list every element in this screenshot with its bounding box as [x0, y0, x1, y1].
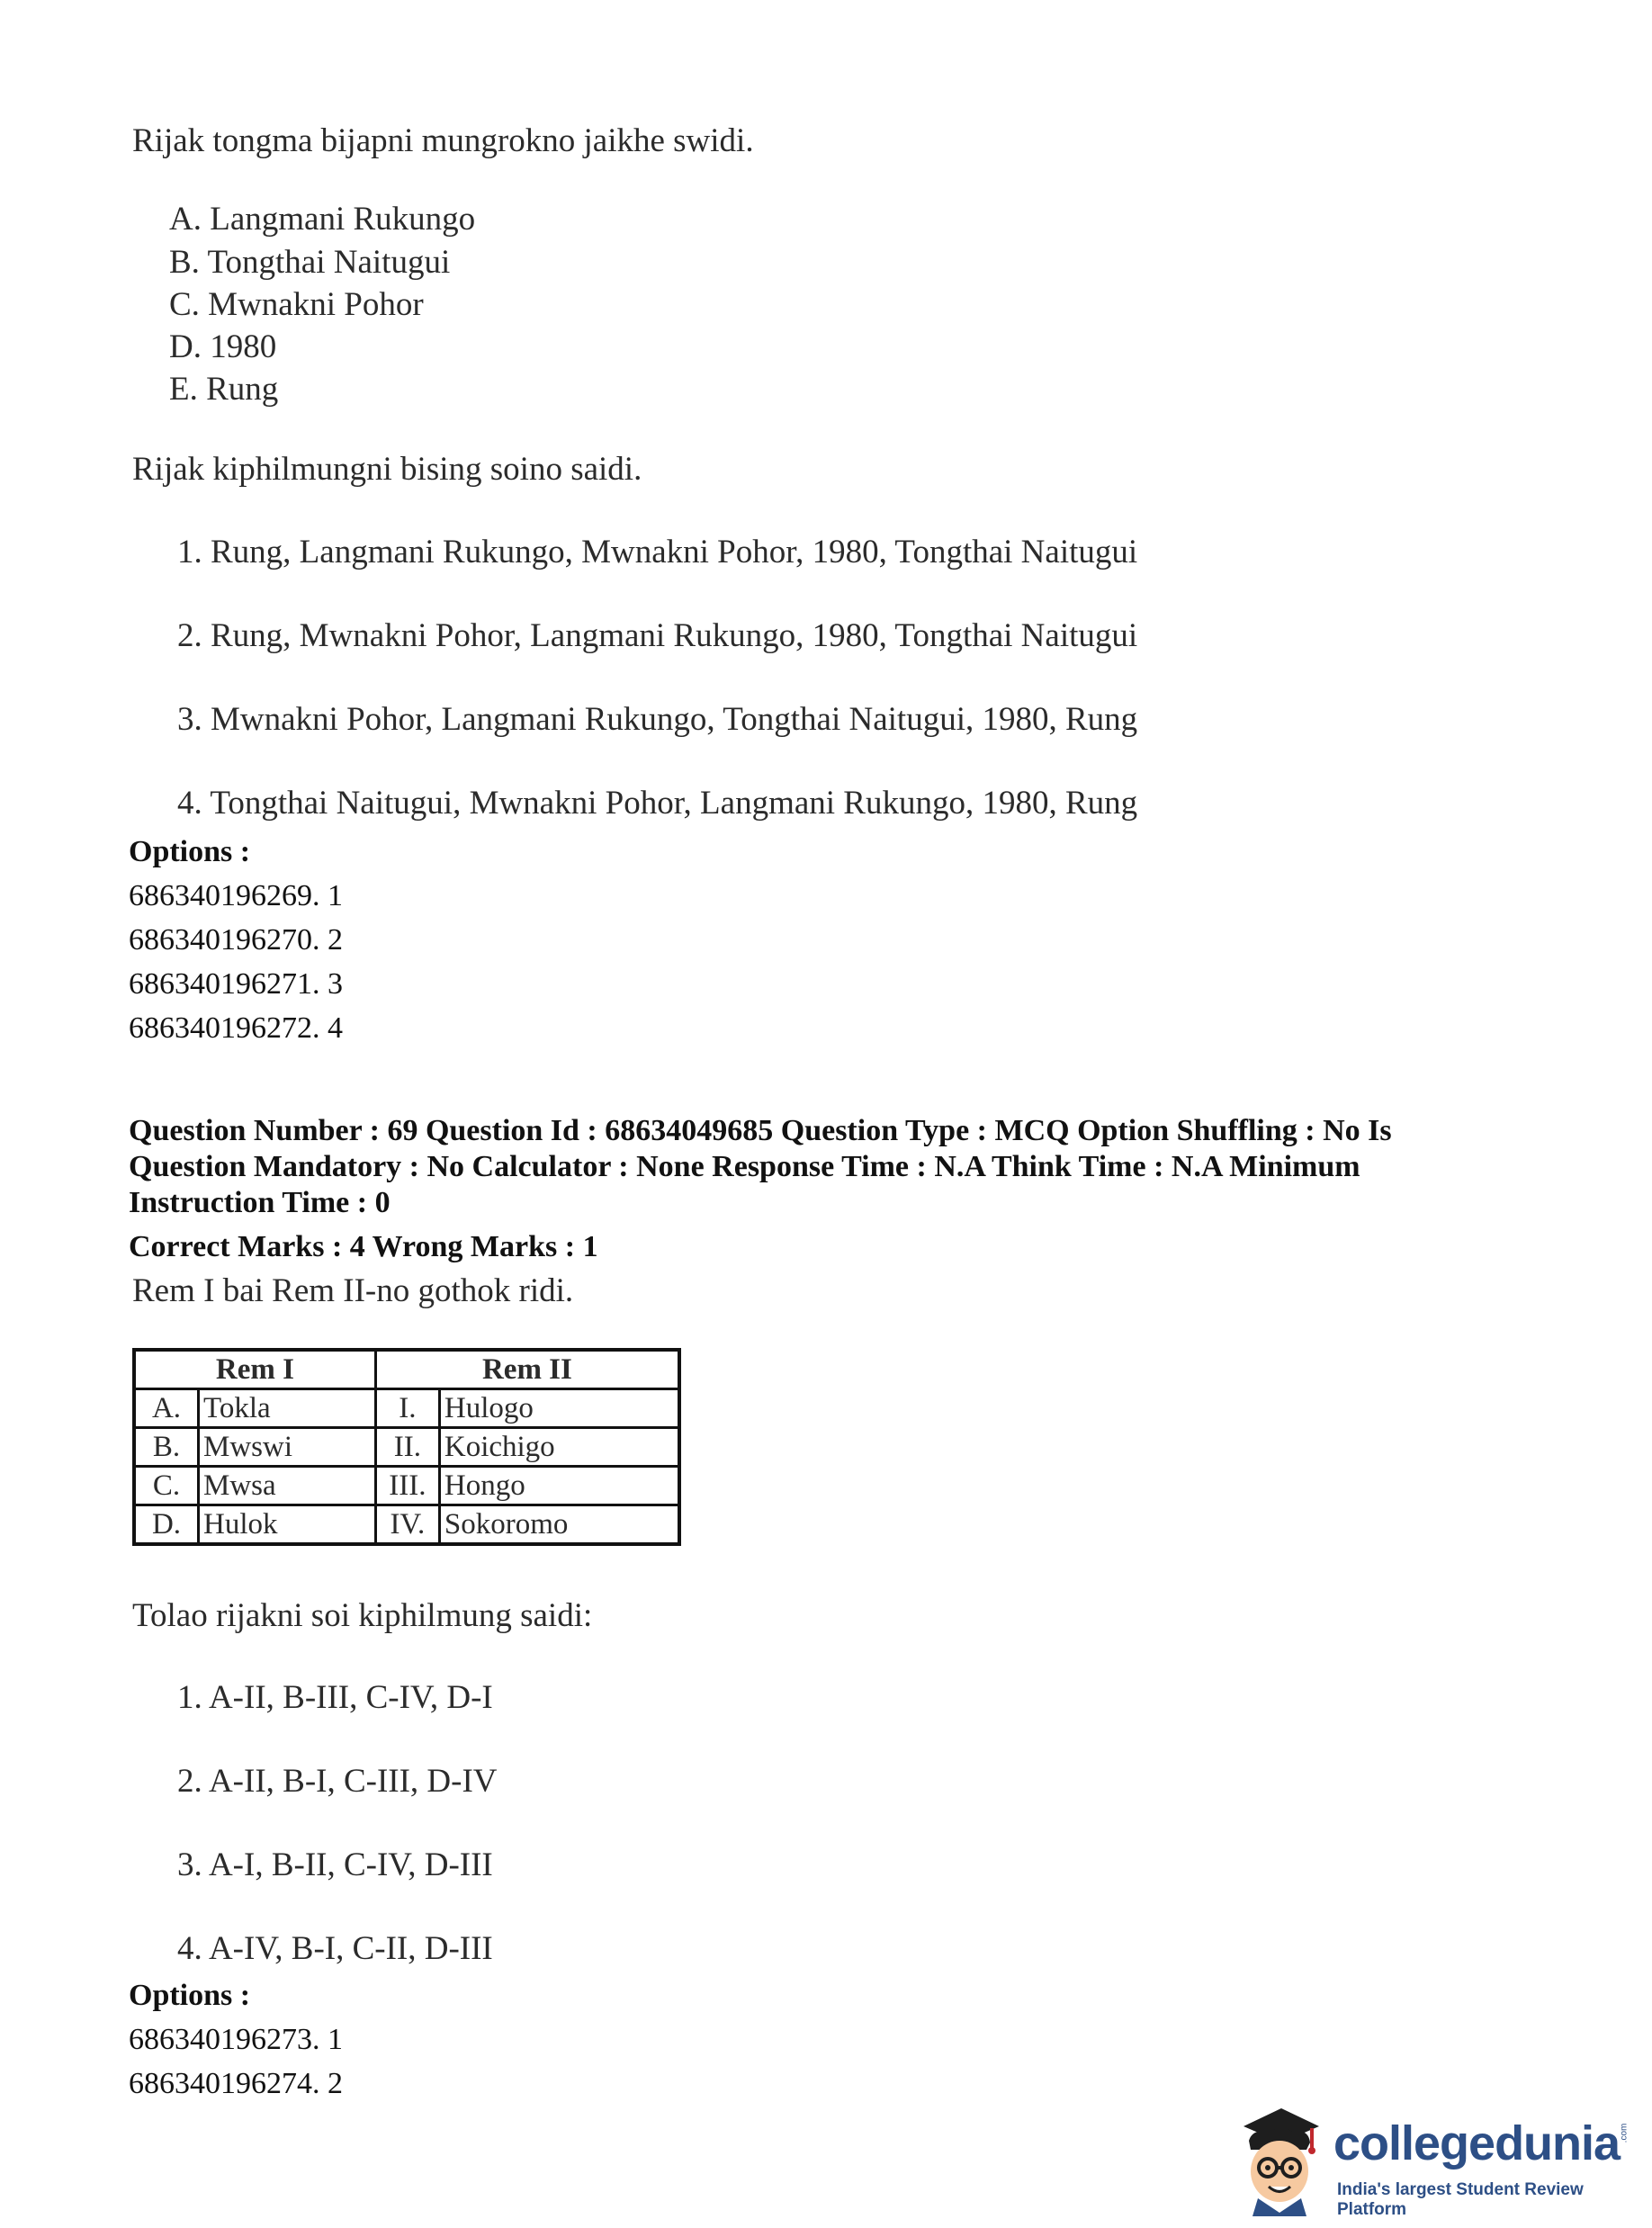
q69-choice: 3. A-I, B-II, C-IV, D-III — [177, 1846, 493, 1883]
q69-header: Question Number : 69 Question Id : 68634049685 Question Type : MCQ Option Shuffling : No Is — [129, 1114, 1392, 1147]
row-numeral: IV. — [375, 1505, 439, 1545]
table-row — [134, 1467, 679, 1505]
q68-item: D. 1980 — [169, 328, 277, 365]
q69-option: 686340196273. 1 — [129, 2023, 343, 2056]
q68-item: E. Rung — [169, 371, 279, 408]
q68-option: 686340196269. 1 — [129, 879, 343, 912]
row-item: Mwswi — [199, 1428, 376, 1467]
q69-header: Instruction Time : 0 — [129, 1186, 391, 1219]
row-item: Tokla — [199, 1389, 376, 1428]
table-row — [134, 1389, 679, 1428]
table-row — [134, 1428, 679, 1467]
q68-choice: 2. Rung, Mwnakni Pohor, Langmani Rukungo, 1980, Tongthai Naitugui — [177, 617, 1138, 654]
row-numeral: II. — [375, 1428, 439, 1467]
collegedunia-logo — [1226, 2101, 1630, 2219]
q68-options-label: Options : — [129, 835, 251, 868]
q69-choice: 2. A-II, B-I, C-III, D-IV — [177, 1763, 498, 1800]
q68-option: 686340196271. 3 — [129, 967, 343, 1001]
q69-option: 686340196274. 2 — [129, 2067, 343, 2100]
q69-choice: 4. A-IV, B-I, C-II, D-III — [177, 1930, 493, 1967]
row-match: Sokoromo — [439, 1505, 679, 1545]
q69-options-label: Options : — [129, 1979, 251, 2012]
match-table — [132, 1348, 681, 1546]
q68-option: 686340196270. 2 — [129, 923, 343, 957]
row-numeral: III. — [375, 1467, 439, 1505]
q69-instruction: Tolao rijakni soi kiphilmung saidi: — [132, 1597, 593, 1634]
q69-choice: 1. A-II, B-III, C-IV, D-I — [177, 1679, 493, 1716]
row-match: Koichigo — [439, 1428, 679, 1467]
q68-prompt: Rijak tongma bijapni mungrokno jaikhe swidi. — [132, 122, 754, 159]
q68-instruction: Rijak kiphilmungni bising soino saidi. — [132, 451, 642, 488]
col1-header: Rem I — [134, 1350, 375, 1389]
student-mascot-icon — [1226, 2101, 1333, 2218]
row-letter: C. — [134, 1467, 199, 1505]
q68-item: C. Mwnakni Pohor — [169, 286, 424, 323]
q69-header: Question Mandatory : No Calculator : None Response Time : N.A Think Time : N.A Minimum — [129, 1150, 1360, 1183]
q68-item: B. Tongthai Naitugui — [169, 244, 451, 281]
q69-marks: Correct Marks : 4 Wrong Marks : 1 — [129, 1230, 598, 1263]
row-item: Hulok — [199, 1505, 376, 1545]
row-letter: B. — [134, 1428, 199, 1467]
q68-item: A. Langmani Rukungo — [169, 201, 476, 238]
row-match: Hongo — [439, 1467, 679, 1505]
brand-tagline: India's largest Student Review Platform — [1337, 2180, 1584, 2219]
q68-choice: 4. Tongthai Naitugui, Mwnakni Pohor, Langmani Rukungo, 1980, Rung — [177, 785, 1138, 822]
q68-choice: 1. Rung, Langmani Rukungo, Mwnakni Pohor, 1980, Tongthai Naitugui — [177, 534, 1138, 570]
row-numeral: I. — [375, 1389, 439, 1428]
brand-name: collegedunia — [1333, 2116, 1621, 2170]
table-row — [134, 1505, 679, 1545]
row-letter: D. — [134, 1505, 199, 1545]
q68-option: 686340196272. 4 — [129, 1011, 343, 1045]
row-item: Mwsa — [199, 1467, 376, 1505]
q69-prompt: Rem I bai Rem II-no gothok ridi. — [132, 1272, 574, 1309]
row-match: Hulogo — [439, 1389, 679, 1428]
col2-header: Rem II — [375, 1350, 679, 1389]
brand-domain: .com — [1619, 2123, 1630, 2143]
row-letter: A. — [134, 1389, 199, 1428]
q68-choice: 3. Mwnakni Pohor, Langmani Rukungo, Tongthai Naitugui, 1980, Rung — [177, 701, 1138, 738]
